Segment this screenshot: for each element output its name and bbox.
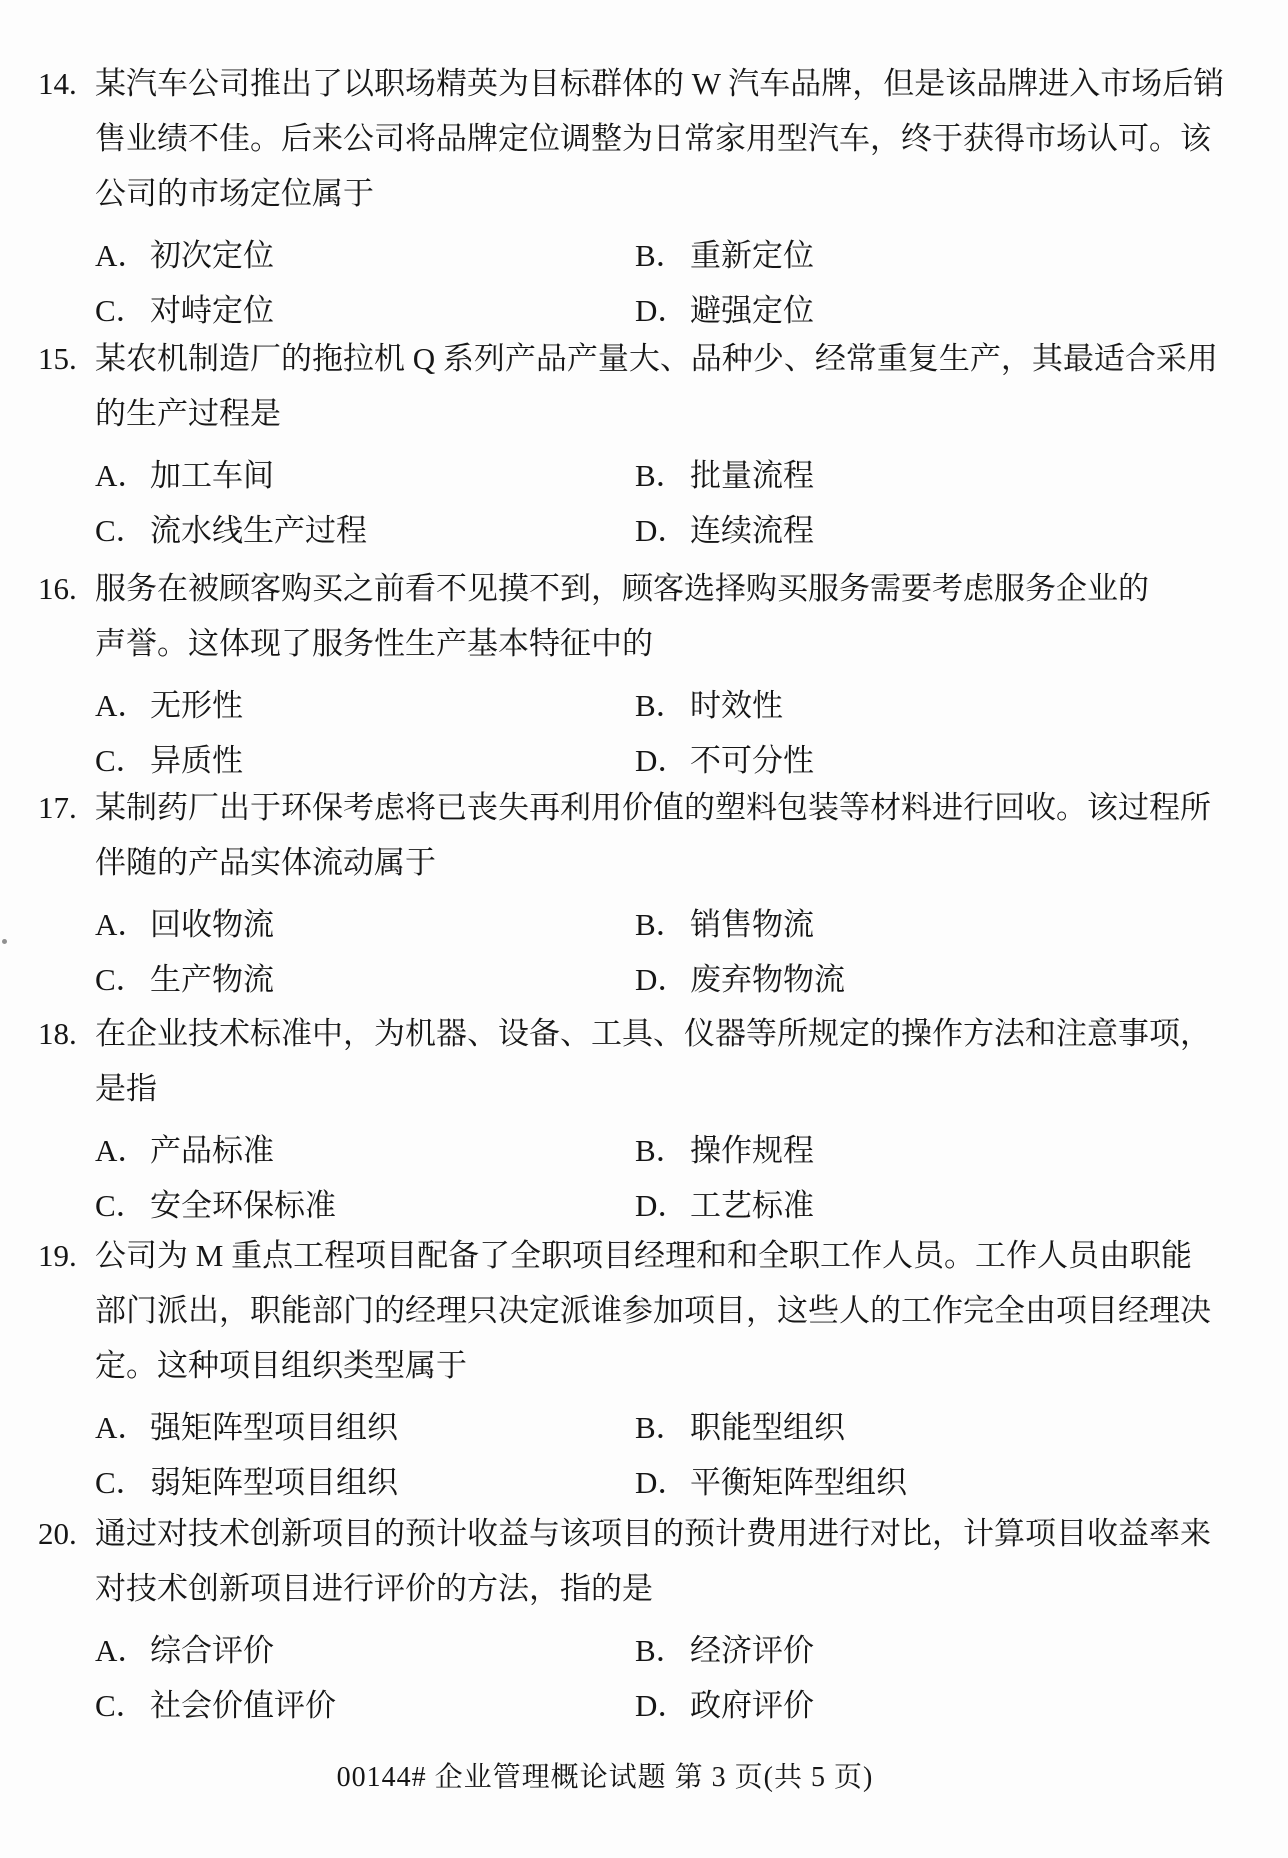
option-text: 经济评价: [690, 1633, 814, 1668]
option-a: [95, 228, 635, 283]
question-text-line: 的生产过程是: [95, 396, 281, 431]
option-row: [95, 503, 1250, 558]
question-body: [95, 1228, 1250, 1510]
option-key: A．: [95, 1633, 149, 1668]
question-text-line: 售业绩不佳。后来公司将品牌定位调整为日常家用型汽车，终于获得市场认可。该: [95, 121, 1211, 156]
option-key: D．: [635, 1465, 689, 1500]
question: [38, 56, 1250, 338]
option-text: 平衡矩阵型组织: [690, 1465, 907, 1500]
option-b: [635, 897, 1250, 952]
question-number: 14.: [38, 66, 77, 101]
option-text: 产品标准: [150, 1133, 274, 1168]
option-key: C．: [95, 1688, 147, 1723]
option-text: 对峙定位: [150, 293, 274, 328]
option-text: 连续流程: [690, 513, 814, 548]
option-a: [95, 897, 635, 952]
option-key: C．: [95, 1465, 147, 1500]
option-d: [635, 1455, 1250, 1510]
option-key: A．: [95, 1133, 149, 1168]
option-row: [95, 283, 1250, 338]
option-c: [95, 952, 635, 1007]
option-key: B．: [635, 1633, 687, 1668]
scan-speck: [2, 939, 7, 944]
option-d: [635, 1178, 1250, 1233]
option-b: [635, 448, 1250, 503]
option-key: A．: [95, 458, 149, 493]
question-number: 19.: [38, 1238, 77, 1273]
question-body: [95, 1006, 1250, 1233]
question: [38, 1506, 1250, 1733]
question-text-line: 某制药厂出于环保考虑将已丧失再利用价值的塑料包装等材料进行回收。该过程所: [95, 790, 1211, 825]
option-text: 避强定位: [690, 293, 814, 328]
option-text: 重新定位: [690, 238, 814, 273]
option-row: [95, 228, 1250, 283]
option-key: A．: [95, 907, 149, 942]
option-key: B．: [635, 1410, 687, 1445]
option-c: [95, 1178, 635, 1233]
option-key: B．: [635, 1133, 687, 1168]
option-b: [635, 228, 1250, 283]
option-key: D．: [635, 513, 689, 548]
option-a: [95, 1623, 635, 1678]
option-text: 时效性: [690, 688, 783, 723]
question-text-line: 服务在被顾客购买之前看不见摸不到，顾客选择购买服务需要考虑服务企业的: [95, 571, 1149, 606]
question: [38, 561, 1250, 788]
question-text-line: 部门派出，职能部门的经理只决定派谁参加项目，这些人的工作完全由项目经理决: [95, 1293, 1211, 1328]
question-text-line: 是指: [95, 1071, 157, 1106]
option-row: [95, 1623, 1250, 1678]
option-text: 安全环保标准: [150, 1188, 336, 1223]
option-c: [95, 503, 635, 558]
option-text: 政府评价: [690, 1688, 814, 1723]
option-row: [95, 1178, 1250, 1233]
option-text: 回收物流: [150, 907, 274, 942]
option-d: [635, 1678, 1250, 1733]
option-text: 无形性: [150, 688, 243, 723]
option-key: B．: [635, 688, 687, 723]
option-key: C．: [95, 513, 147, 548]
option-row: [95, 1678, 1250, 1733]
question-text-line: 对技术创新项目进行评价的方法，指的是: [95, 1571, 653, 1606]
option-row: [95, 897, 1250, 952]
option-b: [635, 1123, 1250, 1178]
option-text: 废弃物物流: [690, 962, 845, 997]
option-text: 初次定位: [150, 238, 274, 273]
option-row: [95, 1455, 1250, 1510]
option-key: D．: [635, 962, 689, 997]
option-key: B．: [635, 238, 687, 273]
option-b: [635, 1400, 1250, 1455]
option-row: [95, 678, 1250, 733]
question: [38, 1006, 1250, 1233]
question: [38, 780, 1250, 1007]
option-text: 工艺标准: [690, 1188, 814, 1223]
option-key: C．: [95, 743, 147, 778]
question-number: 17.: [38, 790, 77, 825]
option-key: A．: [95, 688, 149, 723]
option-d: [635, 283, 1250, 338]
option-key: A．: [95, 238, 149, 273]
option-key: B．: [635, 458, 687, 493]
option-text: 强矩阵型项目组织: [150, 1410, 398, 1445]
option-key: D．: [635, 1688, 689, 1723]
option-text: 综合评价: [150, 1633, 274, 1668]
option-text: 销售物流: [690, 907, 814, 942]
page-footer: 00144# 企业管理概论试题 第 3 页(共 5 页): [336, 1762, 874, 1793]
question-body: [95, 561, 1250, 788]
option-text: 社会价值评价: [150, 1688, 336, 1723]
question-text-line: 公司为 M 重点工程项目配备了全职项目经理和和全职工作人员。工作人员由职能: [95, 1238, 1193, 1273]
option-text: 不可分性: [690, 743, 814, 778]
option-key: B．: [635, 907, 687, 942]
question-text-line: 定。这种项目组织类型属于: [95, 1348, 467, 1383]
question-body: [95, 56, 1250, 338]
option-key: A．: [95, 1410, 149, 1445]
question: [38, 1228, 1250, 1510]
option-key: D．: [635, 293, 689, 328]
option-text: 生产物流: [150, 962, 274, 997]
question-body: [95, 1506, 1250, 1733]
option-key: C．: [95, 1188, 147, 1223]
question-body: [95, 331, 1250, 558]
option-key: C．: [95, 962, 147, 997]
option-b: [635, 678, 1250, 733]
question-number: 16.: [38, 571, 77, 606]
option-c: [95, 1455, 635, 1510]
option-text: 异质性: [150, 743, 243, 778]
option-row: [95, 1123, 1250, 1178]
question: [38, 331, 1250, 558]
option-text: 操作规程: [690, 1133, 814, 1168]
option-text: 职能型组织: [690, 1410, 845, 1445]
question-text-line: 通过对技术创新项目的预计收益与该项目的预计费用进行对比，计算项目收益率来: [95, 1516, 1211, 1551]
option-key: D．: [635, 1188, 689, 1223]
option-key: D．: [635, 743, 689, 778]
option-row: [95, 1400, 1250, 1455]
option-b: [635, 1623, 1250, 1678]
option-a: [95, 1400, 635, 1455]
option-a: [95, 448, 635, 503]
question-text-line: 伴随的产品实体流动属于: [95, 845, 436, 880]
question-number: 20.: [38, 1516, 77, 1551]
question-text-line: 公司的市场定位属于: [95, 176, 374, 211]
option-c: [95, 283, 635, 338]
question-number: 15.: [38, 341, 77, 376]
option-row: [95, 952, 1250, 1007]
option-a: [95, 678, 635, 733]
option-text: 加工车间: [150, 458, 274, 493]
question-text-line: 某农机制造厂的拖拉机 Q 系列产品产量大、品种少、经常重复生产，其最适合采用: [95, 341, 1218, 376]
option-text: 批量流程: [690, 458, 814, 493]
option-text: 弱矩阵型项目组织: [150, 1465, 398, 1500]
question-text-line: 在企业技术标准中，为机器、设备、工具、仪器等所规定的操作方法和注意事项，: [95, 1016, 1211, 1051]
question-number: 18.: [38, 1016, 77, 1051]
option-d: [635, 952, 1250, 1007]
option-c: [95, 1678, 635, 1733]
question-text-line: 声誉。这体现了服务性生产基本特征中的: [95, 626, 653, 661]
option-d: [635, 503, 1250, 558]
question-text-line: 某汽车公司推出了以职场精英为目标群体的 W 汽车品牌，但是该品牌进入市场后销: [95, 66, 1225, 101]
option-row: [95, 448, 1250, 503]
option-text: 流水线生产过程: [150, 513, 367, 548]
option-a: [95, 1123, 635, 1178]
question-body: [95, 780, 1250, 1007]
option-key: C．: [95, 293, 147, 328]
